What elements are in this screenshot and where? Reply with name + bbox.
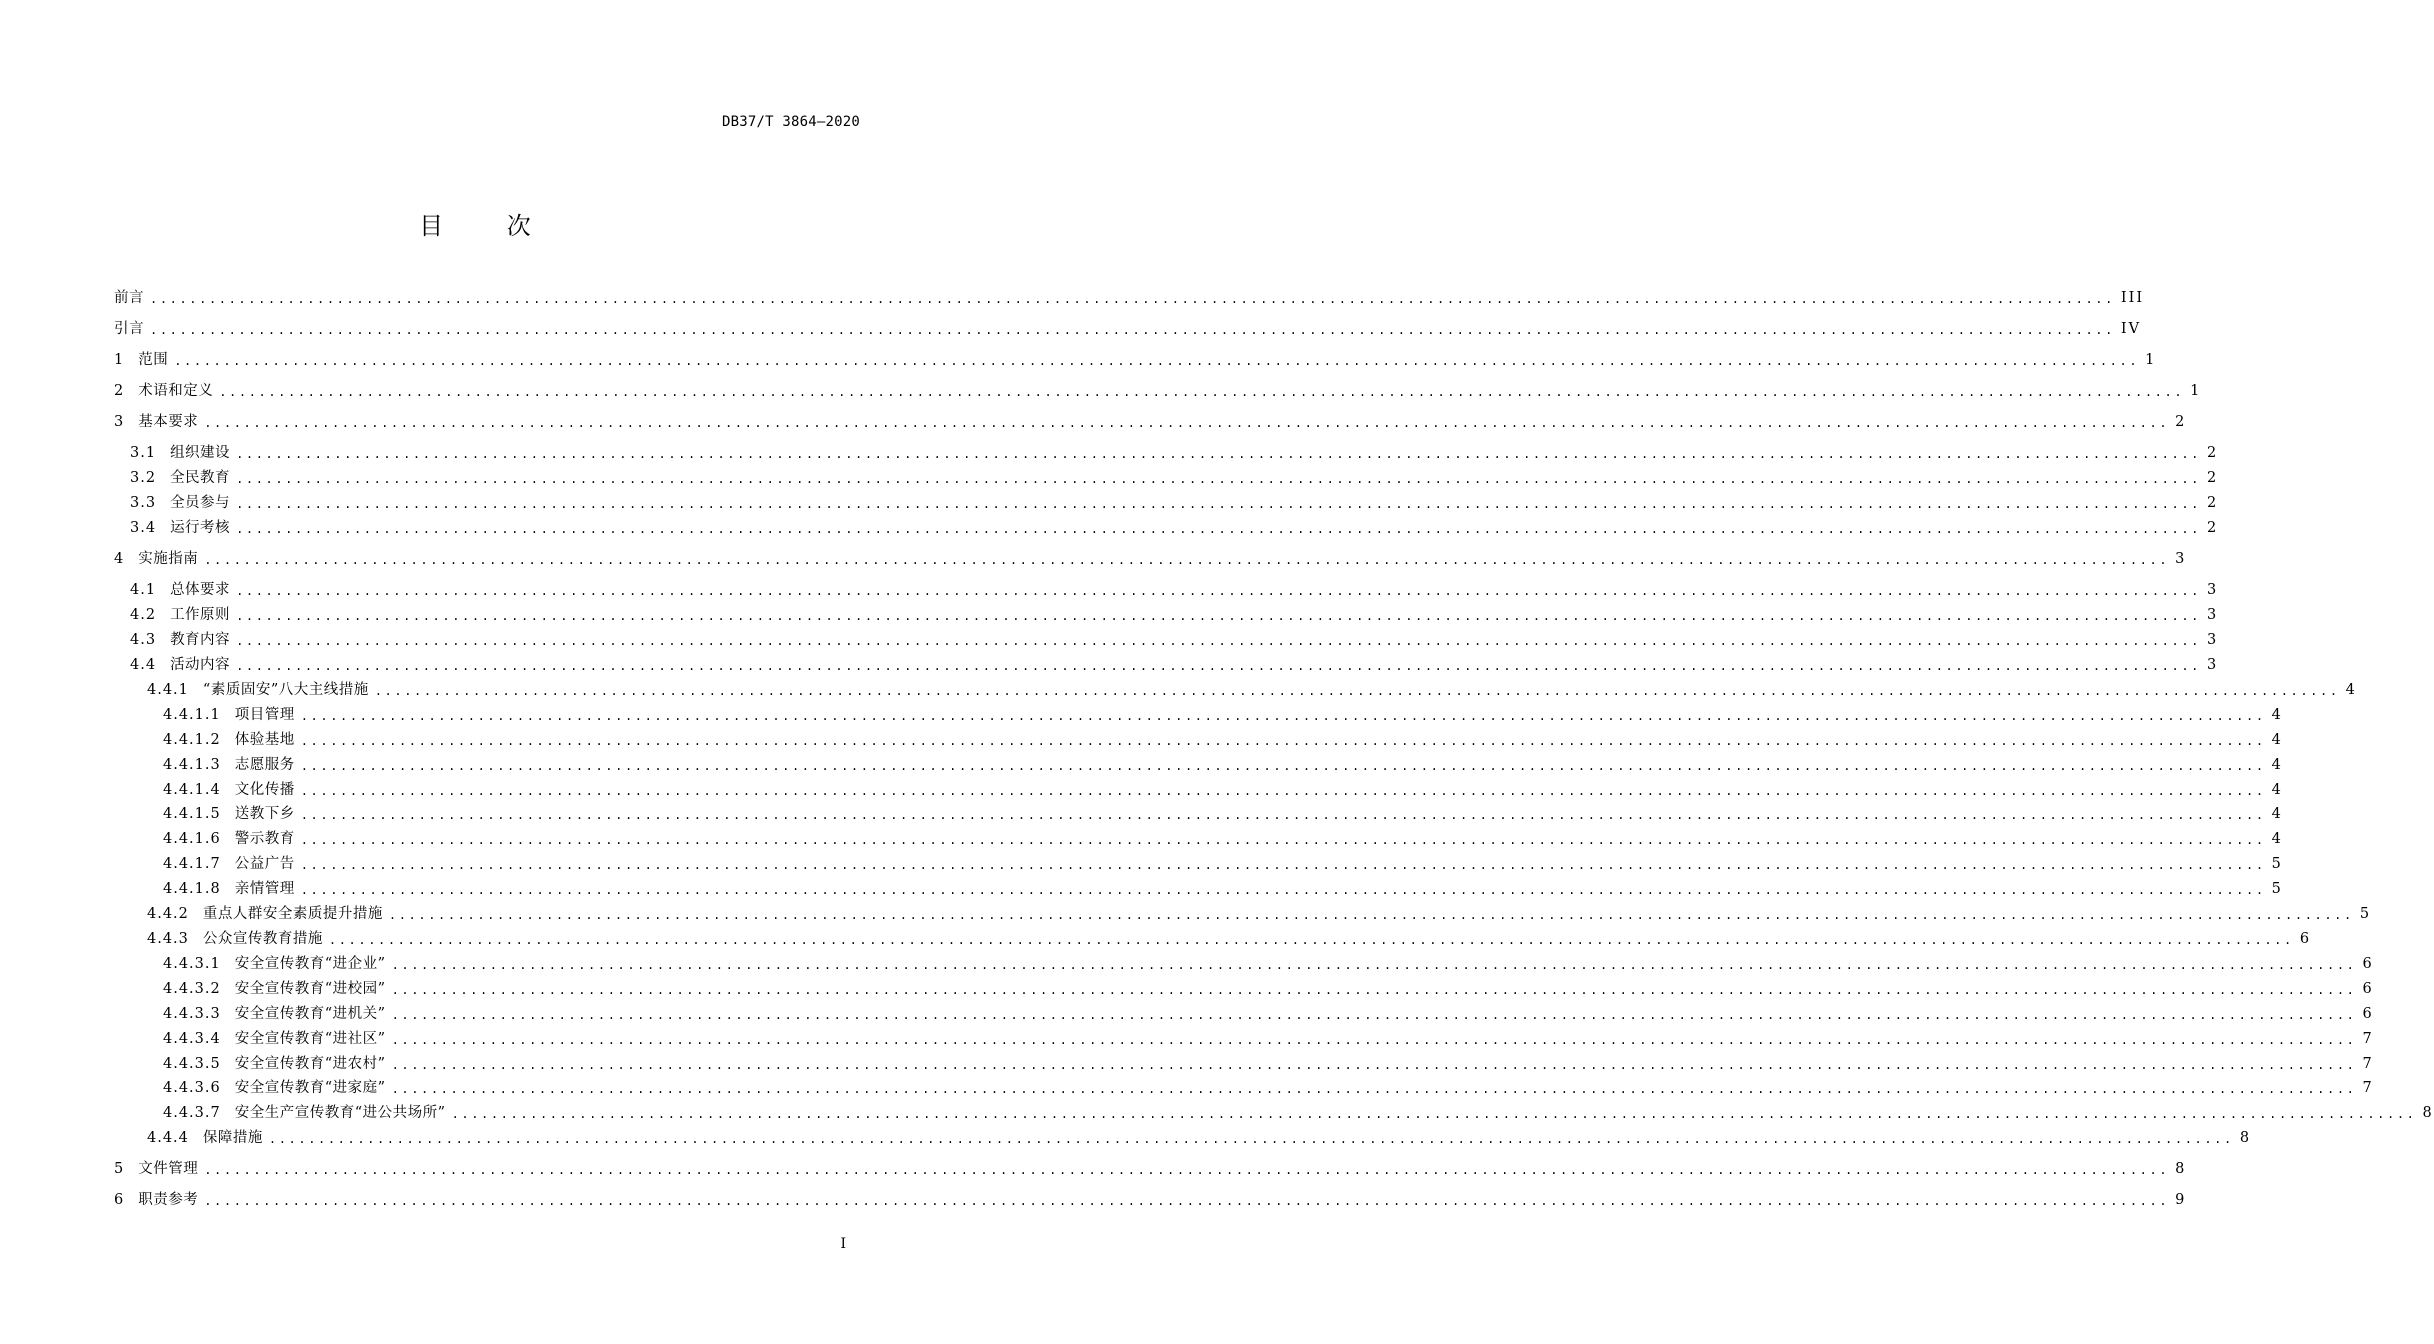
toc-entry-label: 总体要求 bbox=[170, 582, 231, 598]
toc-entry-page: 4 bbox=[2271, 707, 2283, 723]
toc-entry[interactable] bbox=[130, 605, 2219, 625]
toc-leader-dots: ........................................................................................................................................................................................................ bbox=[391, 983, 2357, 997]
toc-leader-dots: ........................................................................................................................................................................................................ bbox=[236, 584, 2201, 598]
toc-leader-dots: ........................................................................................................................................................................................................ bbox=[388, 908, 2354, 922]
toc-entry-number: 4.4.3.1 bbox=[163, 956, 221, 972]
toc-entry-number: 4.4.3.4 bbox=[163, 1031, 221, 1047]
toc-entry-page: 4 bbox=[2345, 682, 2357, 698]
toc-entry[interactable] bbox=[163, 1004, 2374, 1024]
toc-entry-label: 保障措施 bbox=[202, 1130, 263, 1146]
toc-entry-label: 志愿服务 bbox=[234, 757, 295, 773]
toc-entry-page: 3 bbox=[2206, 657, 2219, 673]
toc-entry-number: 4.4.2 bbox=[147, 906, 189, 922]
toc-entry[interactable] bbox=[130, 493, 2219, 513]
toc-entry[interactable] bbox=[163, 804, 2283, 824]
toc-entry-number: 4.4.1.6 bbox=[163, 831, 221, 847]
toc-leader-dots: ........................................................................................................................................................................................................ bbox=[391, 958, 2357, 972]
toc-entry-number: 4 bbox=[114, 551, 125, 567]
toc-entry-label: 送教下乡 bbox=[234, 806, 295, 822]
toc-entry-label: 警示教育 bbox=[234, 831, 295, 847]
toc-entry-page: 2 bbox=[2206, 470, 2219, 486]
toc-entry-page: 3 bbox=[2206, 582, 2219, 598]
toc-entry-page: 4 bbox=[2271, 732, 2283, 748]
toc-entry-page: 8 bbox=[2422, 1105, 2434, 1121]
toc-leader-dots: ........................................................................................................................................................................................................ bbox=[236, 497, 2201, 511]
toc-leader-dots: ........................................................................................................................................................................................................ bbox=[300, 784, 2266, 798]
toc-entry[interactable] bbox=[130, 630, 2219, 650]
toc-entry-label: 文化传播 bbox=[234, 782, 295, 798]
toc-leader-dots: ........................................................................................................................................................................................................ bbox=[300, 883, 2266, 897]
toc-leader-dots: ........................................................................................................................................................................................................ bbox=[391, 1033, 2357, 1047]
toc-entry-page: 7 bbox=[2362, 1080, 2374, 1096]
toc-entry-page: 5 bbox=[2271, 856, 2283, 872]
toc-entry-page: 4 bbox=[2271, 831, 2283, 847]
toc-entry[interactable] bbox=[163, 829, 2283, 849]
toc-entry-label: 教育内容 bbox=[170, 632, 231, 648]
toc-entry-page: 2 bbox=[2206, 520, 2219, 536]
toc-entry-number: 3.1 bbox=[130, 445, 157, 461]
toc-entry-number: 3 bbox=[114, 414, 125, 430]
toc-entry[interactable] bbox=[163, 1103, 2434, 1123]
toc-entry-label: 全员参与 bbox=[170, 495, 231, 511]
toc-leader-dots: ........................................................................................................................................................................................................ bbox=[204, 1163, 2170, 1177]
page-number: I bbox=[840, 1236, 846, 1252]
toc-entry-label: “素质固安”八大主线措施 bbox=[202, 682, 369, 698]
toc-entry[interactable] bbox=[163, 1054, 2374, 1074]
toc-entry-label: 引言 bbox=[114, 321, 144, 337]
toc-entry-label: 全民教育 bbox=[170, 470, 231, 486]
toc-entry-page: III bbox=[2120, 290, 2145, 306]
toc-entry[interactable] bbox=[114, 412, 2187, 432]
toc-entry[interactable] bbox=[130, 655, 2219, 675]
toc-entry-number: 4.4.3.7 bbox=[163, 1105, 221, 1121]
toc-entry-page: 4 bbox=[2271, 806, 2283, 822]
toc-entry[interactable] bbox=[130, 443, 2219, 463]
toc-entry-number: 4.4.1 bbox=[147, 682, 189, 698]
toc-entry-page: 3 bbox=[2206, 607, 2219, 623]
toc-entry-page: 8 bbox=[2175, 1161, 2187, 1177]
toc-entry-page: 2 bbox=[2175, 414, 2187, 430]
toc-leader-dots: ........................................................................................................................................................................................................ bbox=[300, 833, 2266, 847]
toc-entry-label: 活动内容 bbox=[170, 657, 231, 673]
toc-leader-dots: ........................................................................................................................................................................................................ bbox=[391, 1082, 2357, 1096]
toc-entry-number: 4.4.3.5 bbox=[163, 1056, 221, 1072]
toc-entry[interactable] bbox=[130, 518, 2219, 538]
toc-entry-label: 公益广告 bbox=[234, 856, 295, 872]
toc-leader-dots: ........................................................................................................................................................................................................ bbox=[236, 609, 2201, 623]
toc-entry[interactable] bbox=[147, 680, 2357, 700]
toc-leader-dots: ........................................................................................................................................................................................................ bbox=[204, 416, 2170, 430]
toc-entry[interactable] bbox=[163, 780, 2283, 800]
toc-entry[interactable] bbox=[163, 954, 2374, 974]
toc-entry[interactable] bbox=[130, 580, 2219, 600]
toc-entry-number: 4.4.1.7 bbox=[163, 856, 221, 872]
toc-leader-dots: ........................................................................................................................................................................................................ bbox=[219, 385, 2185, 399]
toc-entry-number: 4.4.1.4 bbox=[163, 782, 221, 798]
toc-entry-page: 6 bbox=[2299, 931, 2312, 947]
toc-entry-number: 4.3 bbox=[130, 632, 157, 648]
toc-leader-dots: ........................................................................................................................................................................................................ bbox=[300, 734, 2266, 748]
toc-entry-page: 3 bbox=[2175, 551, 2187, 567]
toc-entry-number: 4.2 bbox=[130, 607, 157, 623]
toc-entry-page: IV bbox=[2120, 321, 2142, 337]
toc-entry-page: 6 bbox=[2362, 981, 2374, 997]
toc-entry-label: 安全宣传教育“进校园” bbox=[234, 981, 386, 997]
toc-entry-label: 项目管理 bbox=[234, 707, 295, 723]
toc-entry-label: 实施指南 bbox=[138, 551, 199, 567]
toc-entry[interactable] bbox=[114, 319, 2142, 339]
toc-entry-number: 4.4.1.2 bbox=[163, 732, 221, 748]
toc-leader-dots: ........................................................................................................................................................................................................ bbox=[236, 522, 2201, 536]
toc-entry-number: 4.4.1.1 bbox=[163, 707, 221, 723]
toc-entry-page: 1 bbox=[2190, 383, 2202, 399]
toc-leader-dots: ........................................................................................................................................................................................................ bbox=[374, 684, 2340, 698]
toc-entry-label: 前言 bbox=[114, 290, 144, 306]
toc-leader-dots: ........................................................................................................................................................................................................ bbox=[300, 709, 2266, 723]
toc-entry-label: 工作原则 bbox=[170, 607, 231, 623]
toc-entry-page: 4 bbox=[2271, 782, 2283, 798]
toc-entry[interactable] bbox=[114, 1159, 2187, 1179]
toc-entry-number: 3.2 bbox=[130, 470, 157, 486]
toc-leader-dots: ........................................................................................................................................................................................................ bbox=[391, 1008, 2357, 1022]
toc-entry-label: 重点人群安全素质提升措施 bbox=[202, 906, 383, 922]
toc-entry-number: 4.4.3.3 bbox=[163, 1006, 221, 1022]
toc-entry-page: 6 bbox=[2362, 1006, 2374, 1022]
toc-entry-label: 安全宣传教育“进机关” bbox=[234, 1006, 386, 1022]
toc-entry[interactable] bbox=[114, 381, 2202, 401]
toc-entry-page: 5 bbox=[2359, 906, 2372, 922]
toc-leader-dots: ........................................................................................................................................................................................................ bbox=[236, 472, 2201, 486]
toc-leader-dots: ........................................................................................................................................................................................................ bbox=[236, 447, 2201, 461]
toc-entry[interactable] bbox=[114, 549, 2187, 569]
toc-leader-dots: ........................................................................................................................................................................................................ bbox=[204, 553, 2170, 567]
toc-entry-number: 3.4 bbox=[130, 520, 157, 536]
toc-entry[interactable] bbox=[114, 350, 2157, 370]
toc-entry[interactable] bbox=[163, 755, 2283, 775]
toc-entry[interactable] bbox=[163, 879, 2283, 899]
toc-entry-number: 4.4.1.8 bbox=[163, 881, 221, 897]
toc-entry-label: 安全宣传教育“进社区” bbox=[234, 1031, 386, 1047]
toc-entry-page: 6 bbox=[2362, 956, 2374, 972]
toc-leader-dots: ........................................................................................................................................................................................................ bbox=[204, 1194, 2170, 1208]
toc-leader-dots: ........................................................................................................................................................................................................ bbox=[328, 933, 2294, 947]
toc-leader-dots: ........................................................................................................................................................................................................ bbox=[150, 323, 2115, 337]
toc-entry-number: 4.1 bbox=[130, 582, 157, 598]
toc-entry-label: 运行考核 bbox=[170, 520, 231, 536]
toc-entry-page: 1 bbox=[2145, 352, 2157, 368]
toc-entry-number: 4.4.3.2 bbox=[163, 981, 221, 997]
toc-leader-dots: ........................................................................................................................................................................................................ bbox=[268, 1132, 2234, 1146]
toc-entry-number: 1 bbox=[114, 352, 125, 368]
toc-leader-dots: ........................................................................................................................................................................................................ bbox=[150, 292, 2115, 306]
toc-leader-dots: ........................................................................................................................................................................................................ bbox=[300, 808, 2266, 822]
toc-entry-number: 2 bbox=[114, 383, 125, 399]
toc-entry-label: 安全生产宣传教育“进公共场所” bbox=[234, 1105, 446, 1121]
toc-entry-page: 2 bbox=[2206, 445, 2219, 461]
toc-entry-number: 6 bbox=[114, 1192, 125, 1208]
toc-entry[interactable] bbox=[163, 1029, 2374, 1049]
toc-entry-page: 9 bbox=[2175, 1192, 2187, 1208]
toc-entry-label: 术语和定义 bbox=[138, 383, 214, 399]
toc-entry[interactable] bbox=[147, 904, 2372, 924]
toc-entry[interactable] bbox=[163, 730, 2283, 750]
toc-entry-number: 4.4.1.5 bbox=[163, 806, 221, 822]
toc-entry[interactable] bbox=[163, 1078, 2374, 1098]
toc-entry-page: 8 bbox=[2239, 1130, 2252, 1146]
toc-entry-number: 3.3 bbox=[130, 495, 157, 511]
toc-entry[interactable] bbox=[147, 1128, 2252, 1148]
toc-entry[interactable] bbox=[147, 929, 2312, 949]
toc-entry[interactable] bbox=[130, 468, 2219, 488]
toc-entry[interactable] bbox=[114, 288, 2145, 308]
toc-leader-dots: ........................................................................................................................................................................................................ bbox=[451, 1107, 2417, 1121]
page-title: 目 次 bbox=[419, 212, 559, 240]
toc-entry-label: 职责参考 bbox=[138, 1192, 199, 1208]
toc-entry-label: 公众宣传教育措施 bbox=[202, 931, 323, 947]
toc-entry-page: 3 bbox=[2206, 632, 2219, 648]
toc-entry-page: 5 bbox=[2271, 881, 2283, 897]
toc-entry-page: 7 bbox=[2362, 1031, 2374, 1047]
toc-leader-dots: ........................................................................................................................................................................................................ bbox=[300, 858, 2266, 872]
toc-entry-page: 2 bbox=[2206, 495, 2219, 511]
toc-entry-number: 5 bbox=[114, 1161, 125, 1177]
toc-entry[interactable] bbox=[163, 854, 2283, 874]
toc-entry-page: 7 bbox=[2362, 1056, 2374, 1072]
toc-entry-page: 4 bbox=[2271, 757, 2283, 773]
toc-leader-dots: ........................................................................................................................................................................................................ bbox=[236, 634, 2201, 648]
toc-entry[interactable] bbox=[114, 1190, 2187, 1210]
document-code: DB37/T 3864—2020 bbox=[721, 114, 860, 130]
toc-entry-label: 范围 bbox=[138, 352, 169, 368]
toc-entry-label: 文件管理 bbox=[138, 1161, 199, 1177]
toc-entry-number: 4.4 bbox=[130, 657, 157, 673]
toc-entry-label: 组织建设 bbox=[170, 445, 231, 461]
toc-entry-label: 安全宣传教育“进家庭” bbox=[234, 1080, 386, 1096]
toc-entry-number: 4.4.3 bbox=[147, 931, 189, 947]
toc-leader-dots: ........................................................................................................................................................................................................ bbox=[236, 659, 2201, 673]
toc-entry-number: 4.4.3.6 bbox=[163, 1080, 221, 1096]
toc-entry-number: 4.4.4 bbox=[147, 1130, 189, 1146]
toc-entry-label: 基本要求 bbox=[138, 414, 199, 430]
toc-entry-label: 亲情管理 bbox=[234, 881, 295, 897]
toc-entry[interactable] bbox=[163, 979, 2374, 999]
toc-leader-dots: ........................................................................................................................................................................................................ bbox=[391, 1058, 2357, 1072]
toc-entry-label: 体验基地 bbox=[234, 732, 295, 748]
toc-entry-label: 安全宣传教育“进农村” bbox=[234, 1056, 386, 1072]
toc-leader-dots: ........................................................................................................................................................................................................ bbox=[174, 354, 2140, 368]
toc-entry-label: 安全宣传教育“进企业” bbox=[234, 956, 386, 972]
toc-entry[interactable] bbox=[163, 705, 2283, 725]
toc-leader-dots: ........................................................................................................................................................................................................ bbox=[300, 759, 2266, 773]
toc-entry-number: 4.4.1.3 bbox=[163, 757, 221, 773]
